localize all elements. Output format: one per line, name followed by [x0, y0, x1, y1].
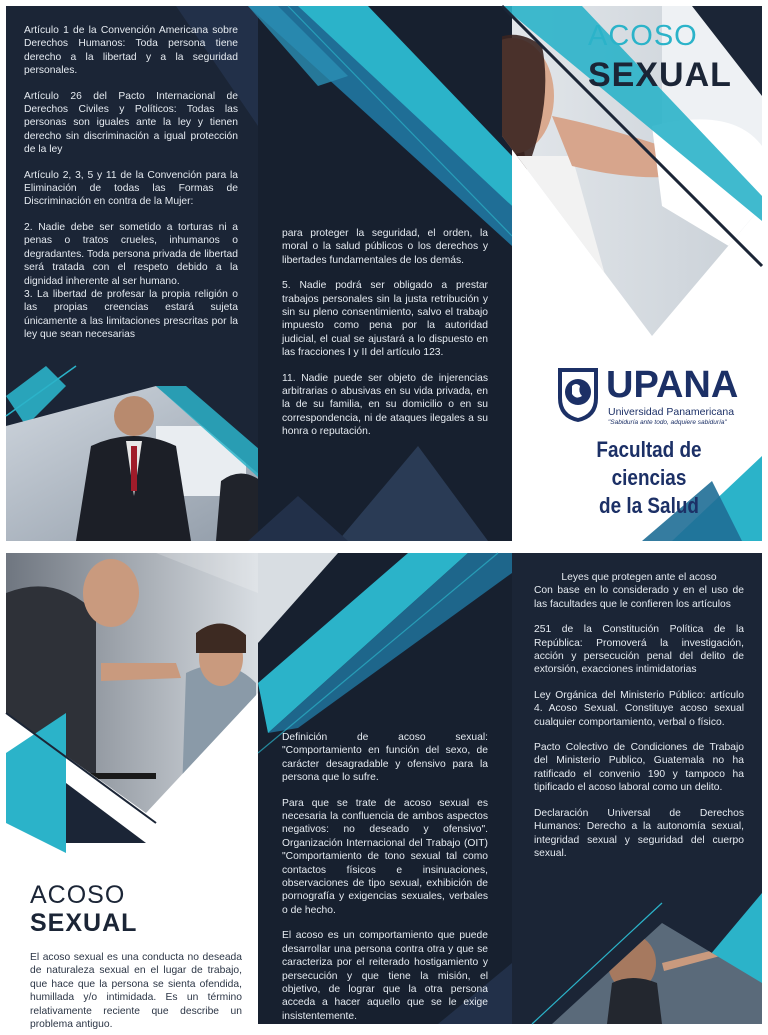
faculty-line1: Facultad de ciencias: [596, 437, 702, 490]
brochure-sheet-inside: [6, 553, 762, 1031]
paragraph: 2. Nadie debe ser sometido a torturas ni a penas o tratos crueles, inhumanos o degradantes. Toda persona privada de libertad será tratada con el respeto debido a la dignidad inherente al ser humano.: [24, 221, 238, 287]
cover-title-line2: SEXUAL: [588, 56, 732, 94]
paragraph: para proteger la seguridad, el orden, la moral o la salud públicos o los derechos y libertades fundamentales de los demás.: [282, 228, 488, 266]
paragraph: 11. Nadie puede ser objeto de injerencias arbitrarias o abusivas en su vida privada, en la de su familia, en su domicilio o en su correspondencia, ni de ataques ilegales a su honra o reputación.: [282, 372, 488, 438]
faculty-line2: de la Salud: [599, 493, 699, 518]
paragraph: 3. La libertad de profesar la propia religión o las propias creencias estará sujeta únicamente a las limitaciones prescritas por la ley que sean necesarias: [24, 288, 238, 341]
left-panel: [6, 553, 258, 1031]
intro-text: El acoso sexual es una conducta no deseada de naturaleza sexual en el lugar de trabajo, que hace que la persona se sienta ofendida, humillada y/o intimidada. Es un término relativamente reciente que describe un problema antiguo.: [30, 952, 242, 1031]
paragraph: 251 de la Constitución Política de la República: Promoverá la investigación, acción y persecución penal del delito de extorsión, exacciones intimidatorias: [534, 624, 744, 676]
brochure-sheet-outside: [6, 6, 762, 541]
paragraph: El acoso es un comportamiento que puede desarrollar una persona contra otra y que se caracteriza por el reiterado hostigamiento y persecución y que tiene la misión, el objetivo, de lograr que la otra persona acceda a hacer aquello que se le exige insistentemente.: [282, 930, 488, 1022]
middle-panel: [258, 553, 512, 1024]
paragraph: Declaración Universal de Derechos Humanos: Derecho a la autonomía sexual, integridad sexual y seguridad del cuerpo sexual.: [534, 807, 744, 859]
upana-logo: [554, 362, 744, 434]
section-title-line2: SEXUAL: [30, 909, 138, 937]
paragraph: Para que se trate de acoso sexual es necesaria la confluencia de ambos aspectos negativos: no deseado y ofensivo". Organización Internacional del Trabajo (OIT) "Comportamiento de tono sexual tal como contactos físicos e insinuaciones, observaciones de tipo sexual, exhibición de pornografía y exigencias sexuales, verbales o de hecho.: [282, 797, 488, 916]
faculty-name: [557, 436, 741, 520]
right-panel-text: [534, 571, 744, 872]
paragraph: Definición de acoso sexual: "Comportamiento en función del sexo, de carácter desagradable y ofensivo para la persona que lo sufre.: [282, 732, 488, 784]
section-title-line1: ACOSO: [30, 881, 126, 909]
paragraph: Con base en lo considerado y en el uso de las facultades que le confieren los artículos: [534, 585, 744, 610]
middle-panel-text: [282, 731, 488, 1035]
logo-wordmark: UPANA: [606, 364, 739, 406]
middle-panel: [258, 6, 512, 541]
paragraph: Artículo 2, 3, 5 y 11 de la Convención para la Eliminación de todas las Formas de Discriminación en contra de la Mujer:: [24, 169, 238, 208]
laws-heading: Leyes que protegen ante el acoso: [561, 572, 717, 583]
right-panel: [512, 553, 762, 1024]
logo-subtitle: Universidad Panamericana: [608, 406, 735, 418]
paragraph: 5. Nadie podrá ser obligado a prestar trabajos personales sin la justa retribución y sin su pleno consentimiento, salvo el trabajo impuesto como pena por la autoridad judicial, el cual se ajustará a lo dispuesto en las fracciones I y II del artículo 123.: [282, 280, 488, 359]
cover-title-line1: ACOSO: [588, 20, 698, 52]
paragraph: Pacto Colectivo de Condiciones de Trabajo del Ministerio Publico, Guatemala no ha ratificado el convenio 190 y tampoco ha tipificado el acoso laboral como un delito.: [534, 742, 744, 794]
office-meeting-photo: [6, 386, 296, 541]
middle-panel-text: [282, 227, 488, 451]
paragraph: Ley Orgánica del Ministerio Público: artículo 4. Acoso Sexual. Constituye acoso sexual cualquier comportamiento, verbal o físico.: [534, 689, 744, 728]
left-panel: [6, 6, 258, 541]
paragraph: Artículo 1 de la Convención Americana sobre Derechos Humanos: Toda persona tiene derecho a la libertad y a la seguridad personales.: [24, 25, 238, 77]
paragraph: Artículo 26 del Pacto Internacional de Derechos Civiles y Políticos: Todas las personas son iguales ante la ley y tienen derecho sin discriminación a igual protección de la ley: [24, 90, 238, 156]
logo-motto: "Sabiduría ante todo, adquiere sabiduría": [608, 419, 727, 426]
university-seal-icon: [554, 364, 602, 424]
left-panel-text: [24, 24, 238, 342]
